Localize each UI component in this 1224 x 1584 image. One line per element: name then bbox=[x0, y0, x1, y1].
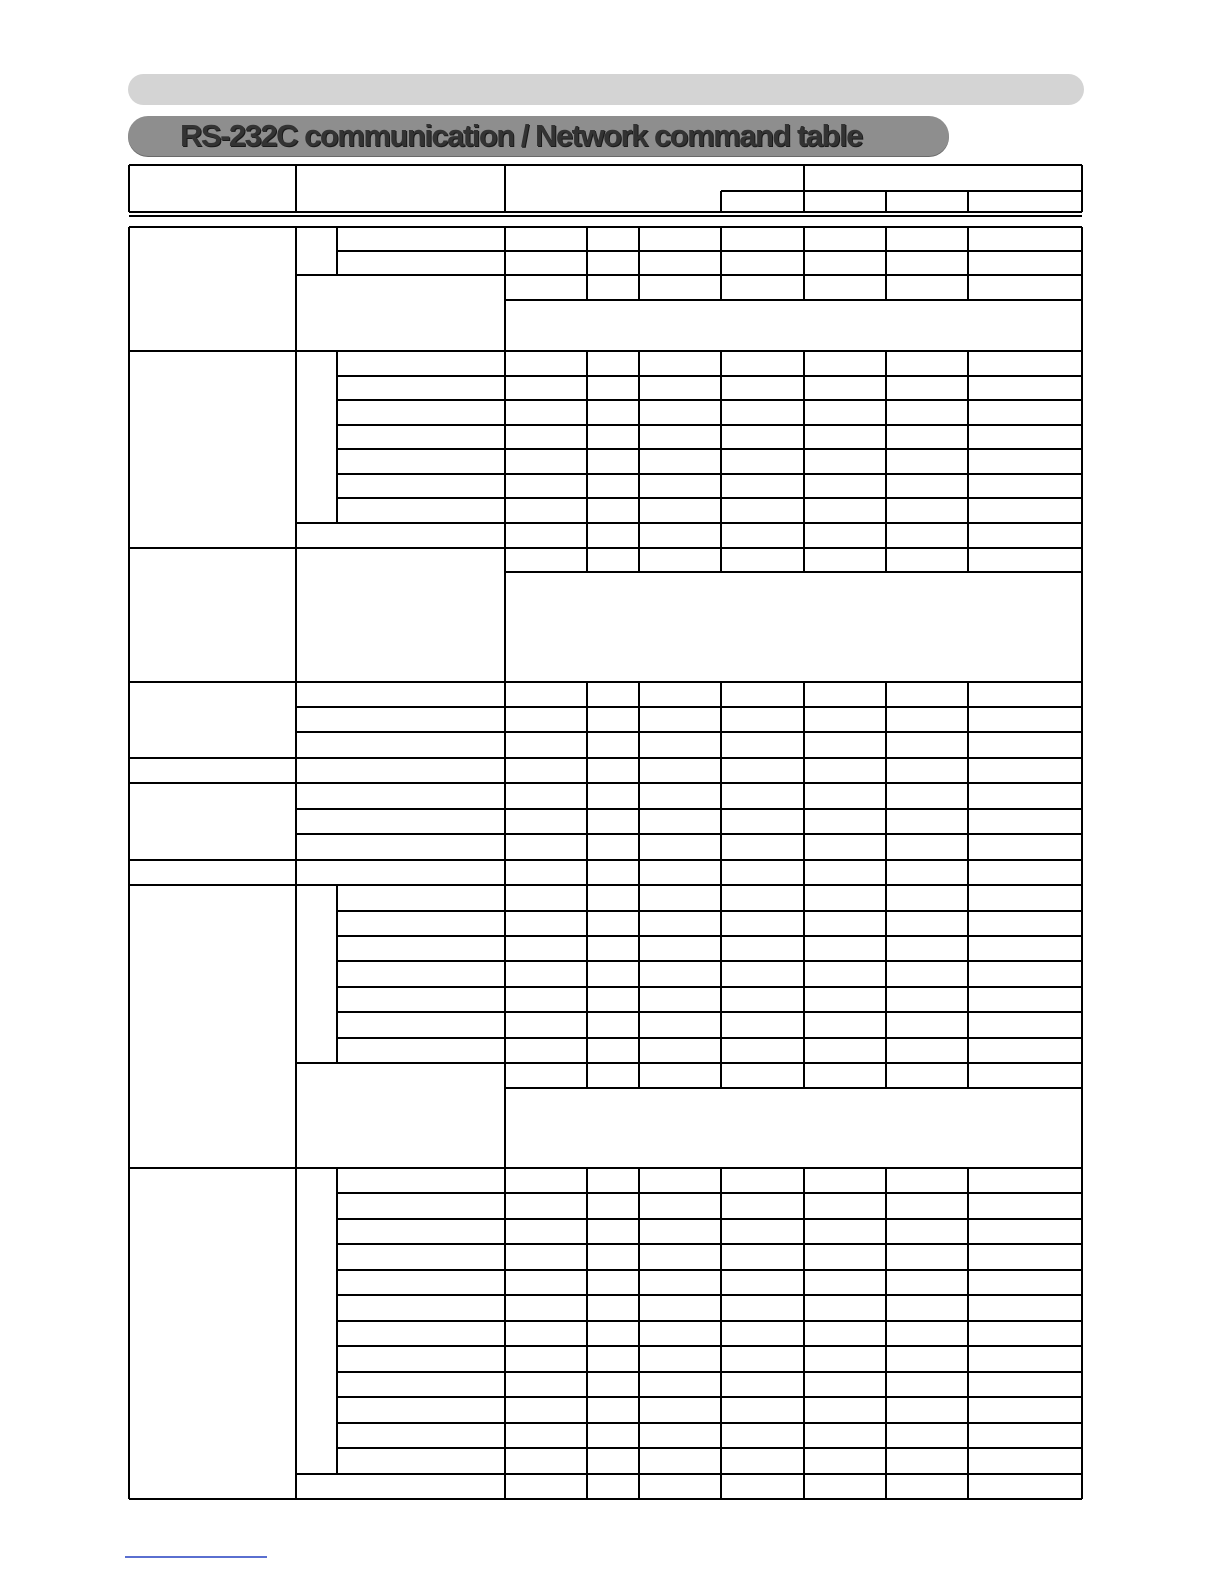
section-title: RS-232C communication / Network command table bbox=[180, 118, 862, 153]
footer-link-underline[interactable] bbox=[125, 1556, 267, 1558]
